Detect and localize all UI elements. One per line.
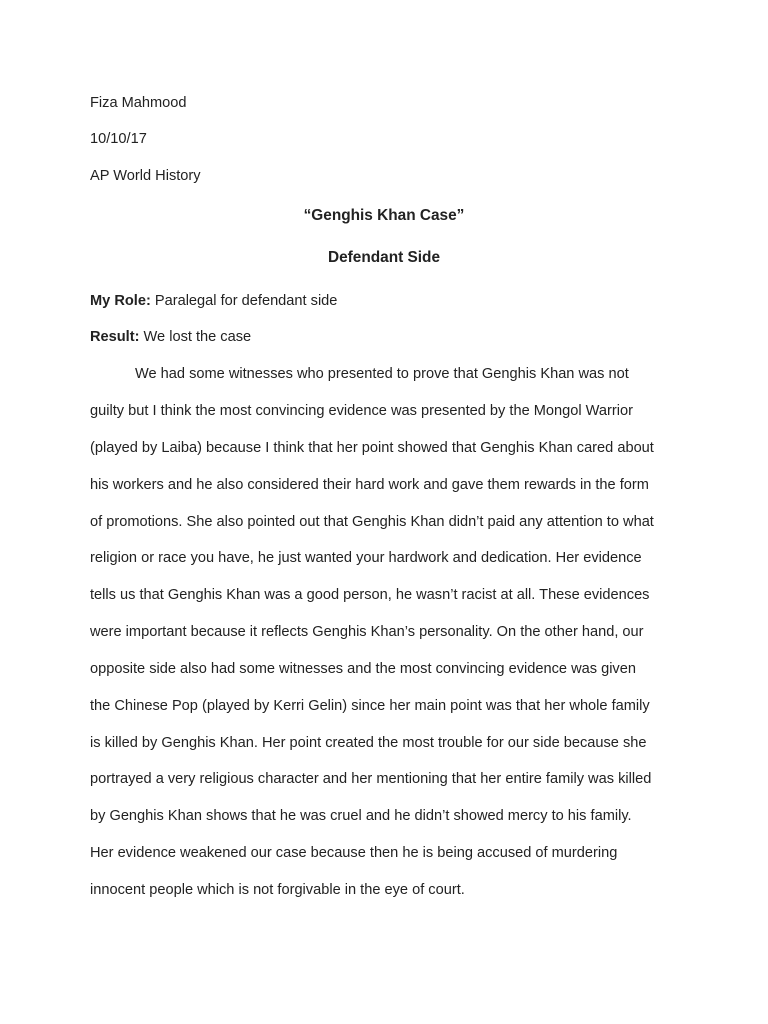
paragraph-line: by Genghis Khan shows that he was cruel and he didn’t showed mercy to his family. [90, 808, 632, 824]
role-value: Paralegal for defendant side [150, 293, 338, 309]
paragraph-line: is killed by Genghis Khan. Her point created the most trouble for our side because she [90, 735, 647, 751]
result-label: Result: [90, 329, 140, 345]
document-title: “Genghis Khan Case” [303, 207, 465, 224]
role-line [90, 292, 337, 310]
paragraph-line: his workers and he also considered their hard work and gave them rewards in the form [90, 477, 649, 493]
paragraph-line: were important because it reflects Genghis Khan’s personality. On the other hand, our [90, 624, 644, 640]
result-value: We lost the case [139, 329, 252, 345]
paragraph-line: guilty but I think the most convincing evidence was presented by the Mongol Warrior [90, 403, 633, 419]
paragraph-line: opposite side also had some witnesses and the most convincing evidence was given [90, 661, 636, 677]
role-label: My Role: [90, 293, 151, 309]
paragraph-line: We had some witnesses who presented to prove that Genghis Khan was not [135, 366, 629, 382]
document-subtitle: Defendant Side [327, 249, 441, 266]
document-date: 10/10/17 [90, 131, 147, 147]
paragraph-line: Her evidence weakened our case because then he is being accused of murdering [90, 845, 618, 861]
result-line [90, 328, 251, 346]
paragraph-line: the Chinese Pop (played by Kerri Gelin) since her main point was that her whole family [90, 698, 650, 714]
course-name: AP World History [90, 168, 201, 184]
paragraph-line: innocent people which is not forgivable in the eye of court. [90, 882, 465, 898]
paragraph-line: of promotions. She also pointed out that Genghis Khan didn’t paid any attention to what [90, 514, 654, 530]
paragraph-line: religion or race you have, he just wanted your hardwork and dedication. Her evidence [90, 550, 642, 566]
paragraph-line: (played by Laiba) because I think that her point showed that Genghis Khan cared about [90, 440, 654, 456]
paragraph-line: tells us that Genghis Khan was a good person, he wasn’t racist at all. These evidences [90, 587, 650, 603]
author-name: Fiza Mahmood [90, 95, 187, 111]
paragraph-line: portrayed a very religious character and her mentioning that her entire family was killed [90, 771, 652, 787]
